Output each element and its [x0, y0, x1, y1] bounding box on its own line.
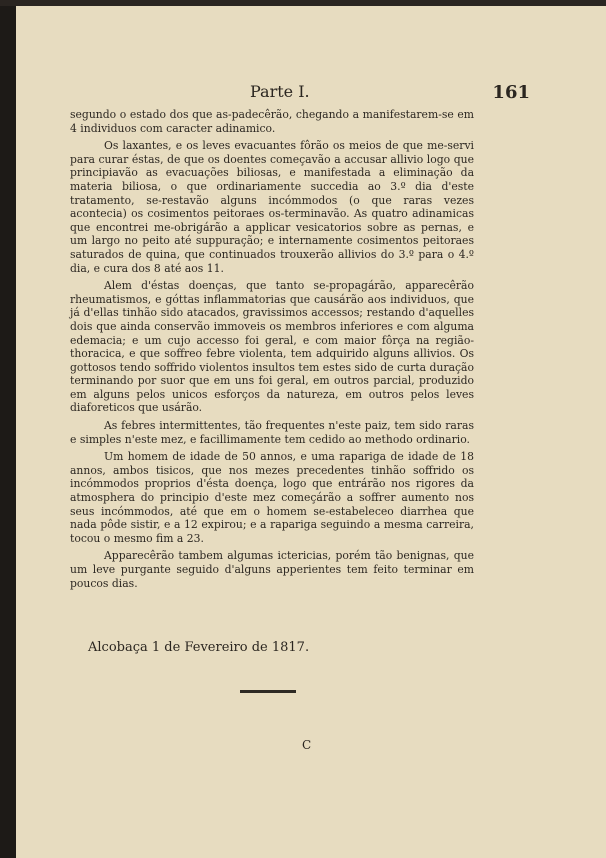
paragraph-6: Apparecêrão tambem algumas ictericias, porém tão benignas, que um leve purgante seguido d'alguns apperientes tem feito terminar em poucos dias.: [70, 549, 474, 590]
paragraph-4: As febres intermittentes, tão frequentes n'este paiz, tem sido raras e simples n'este mez, e facillimamente tem cedido ao methodo ordinario.: [70, 419, 474, 446]
paragraph-2: Os laxantes, e os leves evacuantes fôrão os meios de que me-servi para curar éstas, de que os doentes começavão a accusar allivio logo que principiavão as evacuações biliosas, e manifestada a eliminação da materia biliosa, o que ordinariamente succedia ao 3.º dia d'este tratamento, se-restavão alguns incómmodos (o que raras vezes acontecia) os cosimentos peitoraes os-terminavão. As quatro adinamicas que encontrei me-obrigárão a applicar vesicatorios sobre as pernas, e um largo no peito até suppuração; e internamente cosimentos peitoraes saturados de quina, que continuados trouxerão allivios do 3.º para o 4.º dia, e cura dos 8 até aos 11.: [70, 139, 474, 275]
dateline: Alcobaça 1 de Fevereiro de 1817.: [88, 640, 310, 655]
paragraph-3: Alem d'éstas doenças, que tanto se-propagárão, apparecêrão rheumatismos, e góttas inflammatorias que causárão aos individuos, que já d'ellas tinhão sido atacados, gravissimos accessos; restando d'aquelles dois que ainda conservão immoveis os membros inferiores e com alguma edemacia; e um cujo accesso foi geral, e com maior fôrça na região-thoracica, e que soffreo febre violenta, tem adquirido alguns allivios. Os gottosos tendo soffrido violentos insultos tem estes sido de curta duração terminando por suor que em uns foi geral, em outros parcial, produzido em alguns pelos unicos esforços da natureza, em outros pelos leves diaforeticos que usárão.: [70, 279, 474, 415]
running-title: Parte I.: [250, 82, 310, 101]
running-head: [70, 82, 530, 106]
section-rule: [240, 690, 296, 693]
page-number: 161: [492, 82, 530, 103]
paragraph-1: segundo o estado dos que as-padecêrão, chegando a manifestarem-se em 4 individuos com caracter adinamico.: [70, 108, 474, 135]
paragraph-5: Um homem de idade de 50 annos, e uma rapariga de idade de 18 annos, ambos tisicos, que nos mezes precedentes tinhão soffrido os incómmodos proprios d'ésta doença, logo que entrárão nos rigores da atmosphera do principio d'este mez começárão a soffrer aumento nos seus incómmodos, até que em o homem se-estabeleceo diarrhea que nada pôde sistir, e a 12 expirou; e a rapariga seguindo a mesma carreira, tocou o mesmo fim a 23.: [70, 450, 474, 545]
signature-mark: C: [302, 738, 312, 752]
scan-edge: [0, 6, 16, 858]
body-text: [70, 108, 474, 594]
